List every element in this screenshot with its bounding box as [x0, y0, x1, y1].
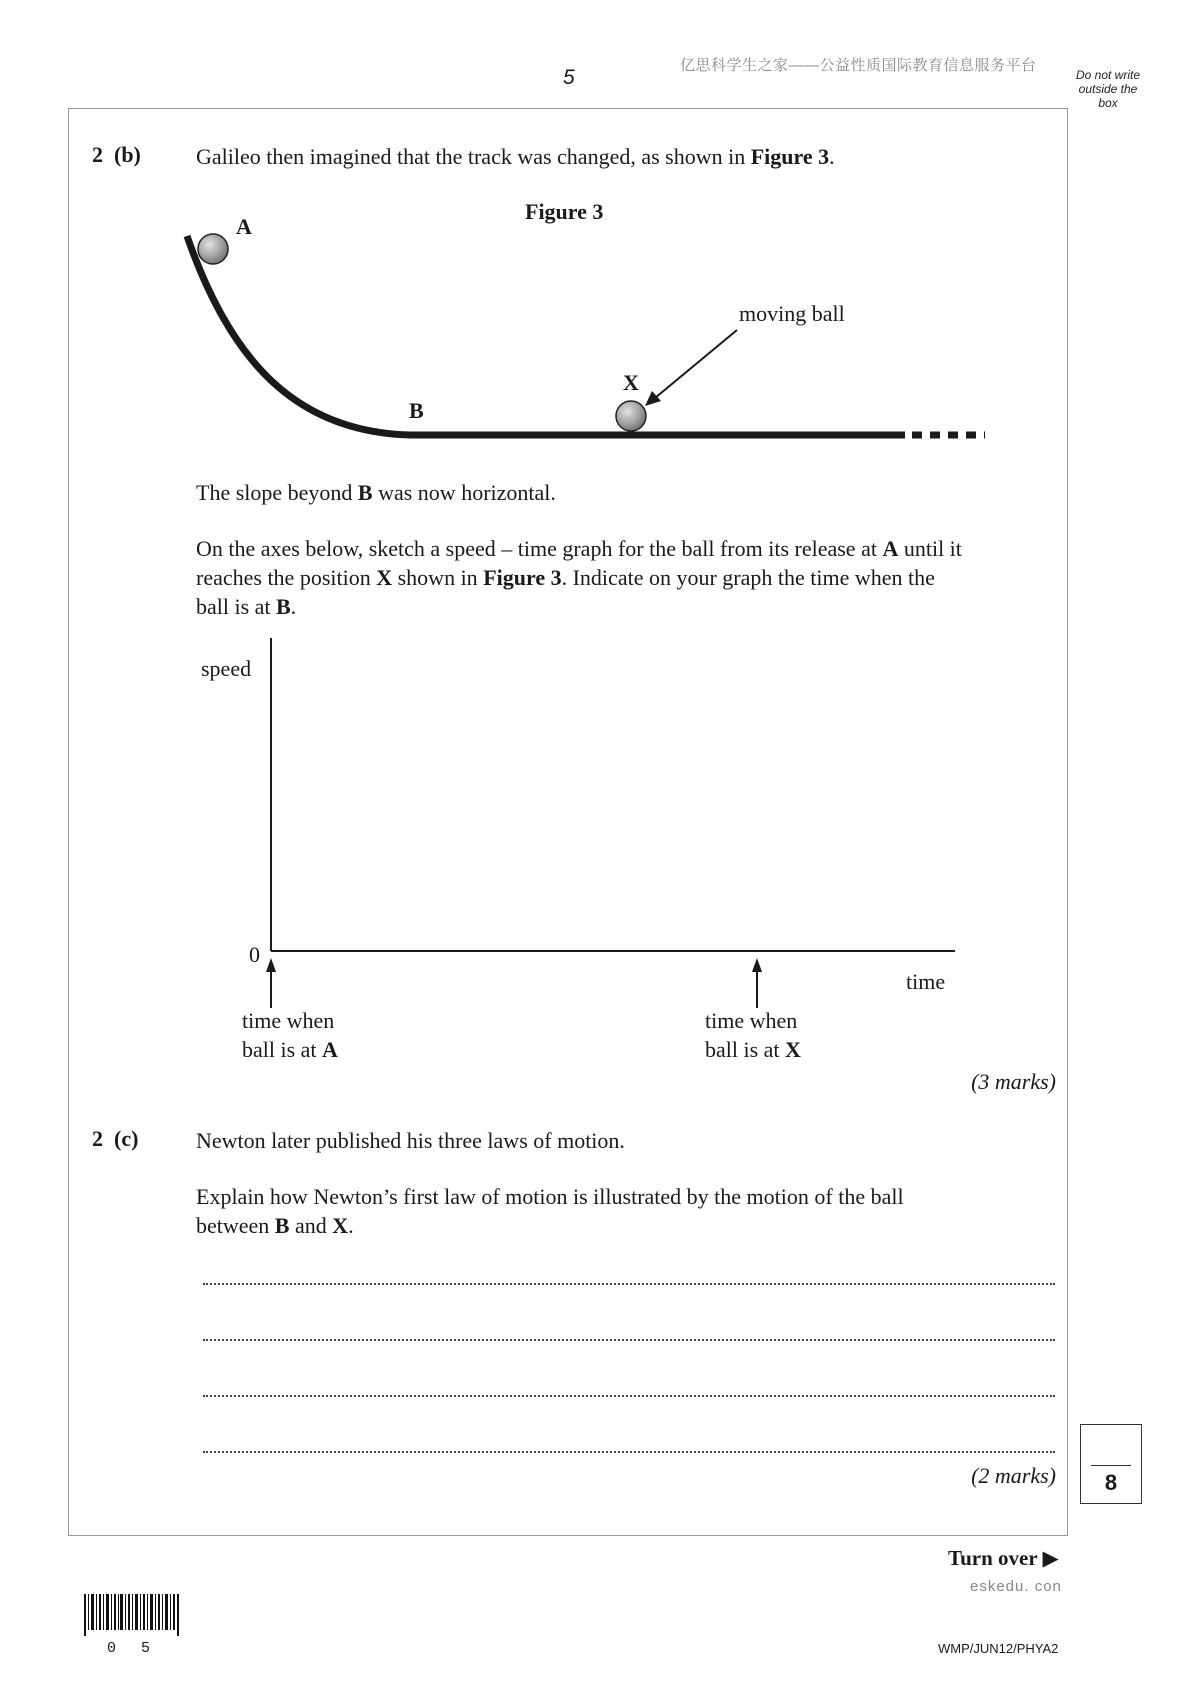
ball-at-a	[198, 234, 228, 264]
marks-total: 8	[1104, 1470, 1118, 1495]
speed-time-axes[interactable]	[0, 620, 1190, 1020]
text-bold: X	[785, 1037, 801, 1062]
marker-a-caption	[242, 1006, 338, 1064]
margin-note-line: box	[1098, 96, 1118, 110]
text-bold: B	[357, 480, 373, 505]
label-b: B	[409, 398, 424, 423]
marks-box-divider	[1091, 1465, 1131, 1466]
text-bold: A	[882, 536, 899, 561]
figure-3-track-diagram	[0, 0, 1190, 470]
caption-line	[705, 1035, 801, 1064]
q2c-marks: (2 marks)	[971, 1463, 1056, 1488]
text: was now horizontal.	[372, 480, 556, 505]
text: shown in	[392, 565, 484, 590]
text-bold: B	[276, 594, 291, 619]
site-watermark: eskedu. con	[970, 1578, 1062, 1595]
margin-note-line: Do not write	[1075, 68, 1141, 82]
text: .	[290, 594, 297, 619]
text: On the axes below, sketch a speed – time graph for the ball from its release at	[196, 536, 883, 561]
text: until it	[898, 536, 962, 561]
y-axis-label: speed	[201, 656, 252, 681]
label-x: X	[623, 370, 639, 395]
text-bold: X	[376, 565, 393, 590]
answer-line[interactable]	[203, 1451, 1055, 1453]
q2c-question	[196, 1182, 1056, 1240]
text-bold: Figure 3	[483, 565, 562, 590]
curved-track	[187, 236, 905, 435]
text: ball is at	[196, 594, 277, 619]
text-bold: B	[274, 1213, 290, 1238]
text: between	[196, 1213, 275, 1238]
text-bold: X	[332, 1213, 349, 1238]
q2b-slope-statement	[196, 478, 1056, 507]
q2c-intro: Newton later published his three laws of motion.	[196, 1128, 625, 1153]
marker-x-caption	[705, 1006, 801, 1064]
caption-line: time when	[705, 1008, 798, 1033]
question-part: (b)	[114, 142, 141, 167]
text: ball is at	[242, 1037, 323, 1062]
marks-box	[1080, 1424, 1142, 1504]
q2b-intro-end: .	[829, 144, 835, 169]
origin-label: 0	[249, 942, 260, 967]
answer-line[interactable]	[203, 1283, 1055, 1285]
moving-ball-at-x	[616, 401, 646, 431]
q2b-marks: (3 marks)	[971, 1069, 1056, 1094]
x-axis-label: time	[906, 969, 946, 994]
barcode-icon	[84, 1594, 180, 1636]
question-number: 2	[92, 142, 103, 167]
turn-over-label: Turn over ▶	[948, 1546, 1059, 1570]
question-part: (c)	[114, 1126, 139, 1151]
margin-note-line: outside the	[1078, 82, 1138, 96]
figure-title: Figure 3	[525, 199, 604, 224]
question-number-2c	[92, 1126, 138, 1152]
instruction-line-1	[196, 534, 1056, 563]
paper-reference: WMP/JUN12/PHYA2	[938, 1641, 1059, 1656]
caption-line	[242, 1035, 338, 1064]
text: ball is at	[705, 1037, 786, 1062]
answer-line[interactable]	[203, 1395, 1055, 1397]
q2b-intro-text: Galileo then imagined that the track was changed, as shown in	[196, 144, 751, 169]
text: . Indicate on your graph the time when the	[561, 565, 935, 590]
instruction-line-2	[196, 563, 1056, 592]
pointer-arrowhead	[645, 391, 661, 406]
question-number: 2	[92, 1126, 103, 1151]
text: .	[348, 1213, 354, 1238]
q2b-instructions	[196, 534, 1056, 621]
watermark-text: 亿思科学生之家——公益性质国际教育信息服务平台	[680, 57, 1037, 74]
marker-x-arrowhead	[752, 958, 762, 972]
text: reaches the position	[196, 565, 377, 590]
moving-ball-pointer-arrow	[655, 330, 737, 398]
barcode-digits: 0 5	[107, 1640, 159, 1657]
question-line-1: Explain how Newton’s first law of motion is illustrated by the motion of the ball	[196, 1184, 904, 1209]
caption-line: time when	[242, 1008, 335, 1033]
instruction-line-3	[196, 592, 1056, 621]
q2b-intro-figure-ref: Figure 3	[750, 144, 830, 169]
question-line-2	[196, 1211, 1056, 1240]
text: and	[289, 1213, 333, 1238]
marker-a-arrowhead	[266, 958, 276, 972]
page-number: 5	[563, 66, 575, 89]
label-a: A	[236, 214, 252, 239]
moving-ball-label: moving ball	[739, 301, 845, 326]
text: The slope beyond	[196, 480, 358, 505]
text-bold: A	[322, 1037, 338, 1062]
answer-line[interactable]	[203, 1339, 1055, 1341]
